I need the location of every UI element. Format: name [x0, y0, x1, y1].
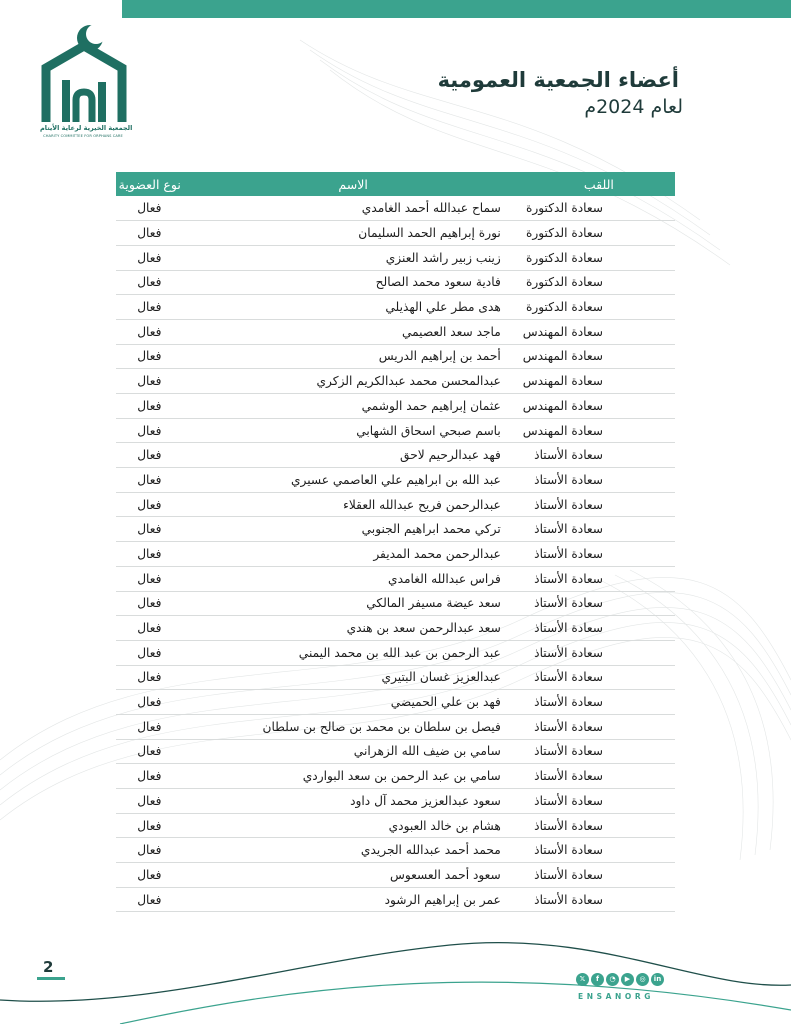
column-header-title: اللقب: [523, 172, 675, 196]
cell-membership-type: فعال: [116, 443, 183, 468]
cell-name: باسم صبحي اسحاق الشهابي: [183, 418, 522, 443]
cell-name: نورة إبراهيم الحمد السليمان: [183, 221, 522, 246]
cell-name: محمد أحمد عبدالله الجريدي: [183, 838, 522, 863]
table-row: [116, 542, 675, 567]
cell-name: سعود أحمد العسعوس: [183, 863, 522, 888]
table-row: [116, 789, 675, 814]
cell-name: فهد عبدالرحيم لاحق: [183, 443, 522, 468]
cell-title: سعادة الأستاذ: [523, 443, 675, 468]
cell-title: سعادة الأستاذ: [523, 838, 675, 863]
table-row: [116, 270, 675, 295]
cell-title: سعادة الأستاذ: [523, 640, 675, 665]
cell-membership-type: فعال: [116, 591, 183, 616]
cell-name: عبدالرحمن محمد المديفر: [183, 542, 522, 567]
page-number: 2: [43, 958, 54, 976]
cell-membership-type: فعال: [116, 764, 183, 789]
cell-name: سعد عيضة مسيفر المالكي: [183, 591, 522, 616]
cell-name: عبد الرحمن بن عبد الله بن محمد اليمني: [183, 640, 522, 665]
cell-title: سعادة الأستاذ: [523, 714, 675, 739]
cell-membership-type: فعال: [116, 789, 183, 814]
cell-membership-type: فعال: [116, 295, 183, 320]
top-accent-bar: [122, 0, 791, 18]
cell-title: سعادة الأستاذ: [523, 517, 675, 542]
cell-title: سعادة الأستاذ: [523, 739, 675, 764]
table-row: [116, 369, 675, 394]
column-header-name: الاسم: [183, 172, 522, 196]
cell-name: هشام بن خالد العبودي: [183, 813, 522, 838]
cell-membership-type: فعال: [116, 887, 183, 912]
x-icon[interactable]: 𝕏: [576, 973, 589, 986]
cell-name: سعود عبدالعزيز محمد آل داود: [183, 789, 522, 814]
table-row: [116, 196, 675, 221]
cell-name: ماجد سعد العصيمي: [183, 319, 522, 344]
cell-membership-type: فعال: [116, 714, 183, 739]
table-row: [116, 665, 675, 690]
cell-title: سعادة المهندس: [523, 418, 675, 443]
page-number-underline: [37, 977, 65, 980]
cell-membership-type: فعال: [116, 640, 183, 665]
cell-name: فراس عبدالله الغامدي: [183, 566, 522, 591]
cell-title: سعادة الأستاذ: [523, 887, 675, 912]
cell-title: سعادة الدكتورة: [523, 221, 675, 246]
youtube-icon[interactable]: ▶: [621, 973, 634, 986]
cell-name: سامي بن ضيف الله الزهراني: [183, 739, 522, 764]
cell-membership-type: فعال: [116, 690, 183, 715]
cell-membership-type: فعال: [116, 221, 183, 246]
table-row: [116, 739, 675, 764]
cell-membership-type: فعال: [116, 665, 183, 690]
table-row: [116, 616, 675, 641]
table-row: [116, 418, 675, 443]
table-row: [116, 640, 675, 665]
cell-name: سعد عبدالرحمن سعد بن هندي: [183, 616, 522, 641]
table-row: [116, 887, 675, 912]
cell-membership-type: فعال: [116, 863, 183, 888]
table-row: [116, 468, 675, 493]
cell-title: سعادة الدكتورة: [523, 245, 675, 270]
cell-title: سعادة الدكتورة: [523, 295, 675, 320]
social-icons: [576, 973, 664, 986]
cell-name: عثمان إبراهيم حمد الوشمي: [183, 394, 522, 419]
cell-membership-type: فعال: [116, 344, 183, 369]
cell-name: فادية سعود محمد الصالح: [183, 270, 522, 295]
column-header-membership-type: نوع العضوية: [116, 172, 183, 196]
snapchat-icon[interactable]: ◔: [606, 973, 619, 986]
cell-name: سماح عبدالله أحمد الغامدي: [183, 196, 522, 221]
cell-name: عمر بن إبراهيم الرشود: [183, 887, 522, 912]
cell-membership-type: فعال: [116, 196, 183, 221]
instagram-icon[interactable]: ◎: [636, 973, 649, 986]
table-row: [116, 245, 675, 270]
page-title: أعضاء الجمعية العمومية: [434, 68, 683, 92]
cell-title: سعادة الأستاذ: [523, 789, 675, 814]
cell-title: سعادة الدكتورة: [523, 196, 675, 221]
table-row: [116, 443, 675, 468]
cell-name: عبدالمحسن محمد عبدالكريم الزكري: [183, 369, 522, 394]
cell-membership-type: فعال: [116, 492, 183, 517]
cell-title: سعادة الأستاذ: [523, 665, 675, 690]
cell-title: سعادة الأستاذ: [523, 764, 675, 789]
table-row: [116, 295, 675, 320]
cell-membership-type: فعال: [116, 468, 183, 493]
cell-title: سعادة المهندس: [523, 319, 675, 344]
table-row: [116, 566, 675, 591]
page-subtitle-year: لعام 2024م: [584, 96, 683, 118]
cell-name: أحمد بن إبراهيم الدريس: [183, 344, 522, 369]
cell-membership-type: فعال: [116, 616, 183, 641]
cell-title: سعادة الأستاذ: [523, 591, 675, 616]
cell-name: زينب زبير راشد العنزي: [183, 245, 522, 270]
logo-english-name: CHARITY COMMITTEE FOR ORPHANS CARE: [43, 134, 123, 138]
members-table: [116, 172, 675, 912]
cell-title: سعادة الأستاذ: [523, 690, 675, 715]
cell-membership-type: فعال: [116, 369, 183, 394]
table-row: [116, 319, 675, 344]
page-heading: [434, 68, 683, 118]
table-row: [116, 492, 675, 517]
cell-membership-type: فعال: [116, 838, 183, 863]
cell-membership-type: فعال: [116, 566, 183, 591]
cell-membership-type: فعال: [116, 319, 183, 344]
cell-membership-type: فعال: [116, 418, 183, 443]
cell-membership-type: فعال: [116, 739, 183, 764]
cell-title: سعادة الدكتورة: [523, 270, 675, 295]
table-row: [116, 714, 675, 739]
cell-title: سعادة الأستاذ: [523, 468, 675, 493]
cell-membership-type: فعال: [116, 245, 183, 270]
table-row: [116, 344, 675, 369]
cell-membership-type: فعال: [116, 394, 183, 419]
cell-title: سعادة الأستاذ: [523, 616, 675, 641]
cell-membership-type: فعال: [116, 542, 183, 567]
table-row: [116, 863, 675, 888]
table-row: [116, 764, 675, 789]
cell-title: سعادة الأستاذ: [523, 542, 675, 567]
social-handle: ENSANORG: [578, 992, 654, 1001]
cell-name: فهد بن علي الحميضي: [183, 690, 522, 715]
facebook-icon[interactable]: f: [591, 973, 604, 986]
linkedin-icon[interactable]: in: [651, 973, 664, 986]
cell-title: سعادة الأستاذ: [523, 863, 675, 888]
cell-name: سامي بن عبد الرحمن بن سعد البواردي: [183, 764, 522, 789]
cell-title: سعادة الأستاذ: [523, 566, 675, 591]
cell-name: عبدالعزيز غسان البتيري: [183, 665, 522, 690]
cell-name: هدى مطر علي الهذيلي: [183, 295, 522, 320]
cell-title: سعادة المهندس: [523, 394, 675, 419]
table-row: [116, 394, 675, 419]
table-row: [116, 838, 675, 863]
table-row: [116, 813, 675, 838]
cell-membership-type: فعال: [116, 270, 183, 295]
footer-wave-line: [0, 943, 791, 1002]
table-row: [116, 591, 675, 616]
cell-title: سعادة المهندس: [523, 344, 675, 369]
cell-name: فيصل بن سلطان بن محمد بن صالح بن سلطان: [183, 714, 522, 739]
table-row: [116, 690, 675, 715]
table-row: [116, 517, 675, 542]
cell-membership-type: فعال: [116, 813, 183, 838]
cell-name: تركي محمد ابراهيم الجنوبي: [183, 517, 522, 542]
cell-title: سعادة الأستاذ: [523, 492, 675, 517]
table-header-row: [116, 172, 675, 196]
table-row: [116, 221, 675, 246]
logo-arabic-name: الجمعية الخيرية لرعاية الأيتام: [40, 124, 133, 132]
cell-membership-type: فعال: [116, 517, 183, 542]
cell-title: سعادة الأستاذ: [523, 813, 675, 838]
cell-name: عبدالرحمن فريح عبدالله العقلاء: [183, 492, 522, 517]
members-table-body: [116, 196, 675, 912]
cell-name: عبد الله بن ابراهيم علي العاصمي عسيري: [183, 468, 522, 493]
cell-title: سعادة المهندس: [523, 369, 675, 394]
